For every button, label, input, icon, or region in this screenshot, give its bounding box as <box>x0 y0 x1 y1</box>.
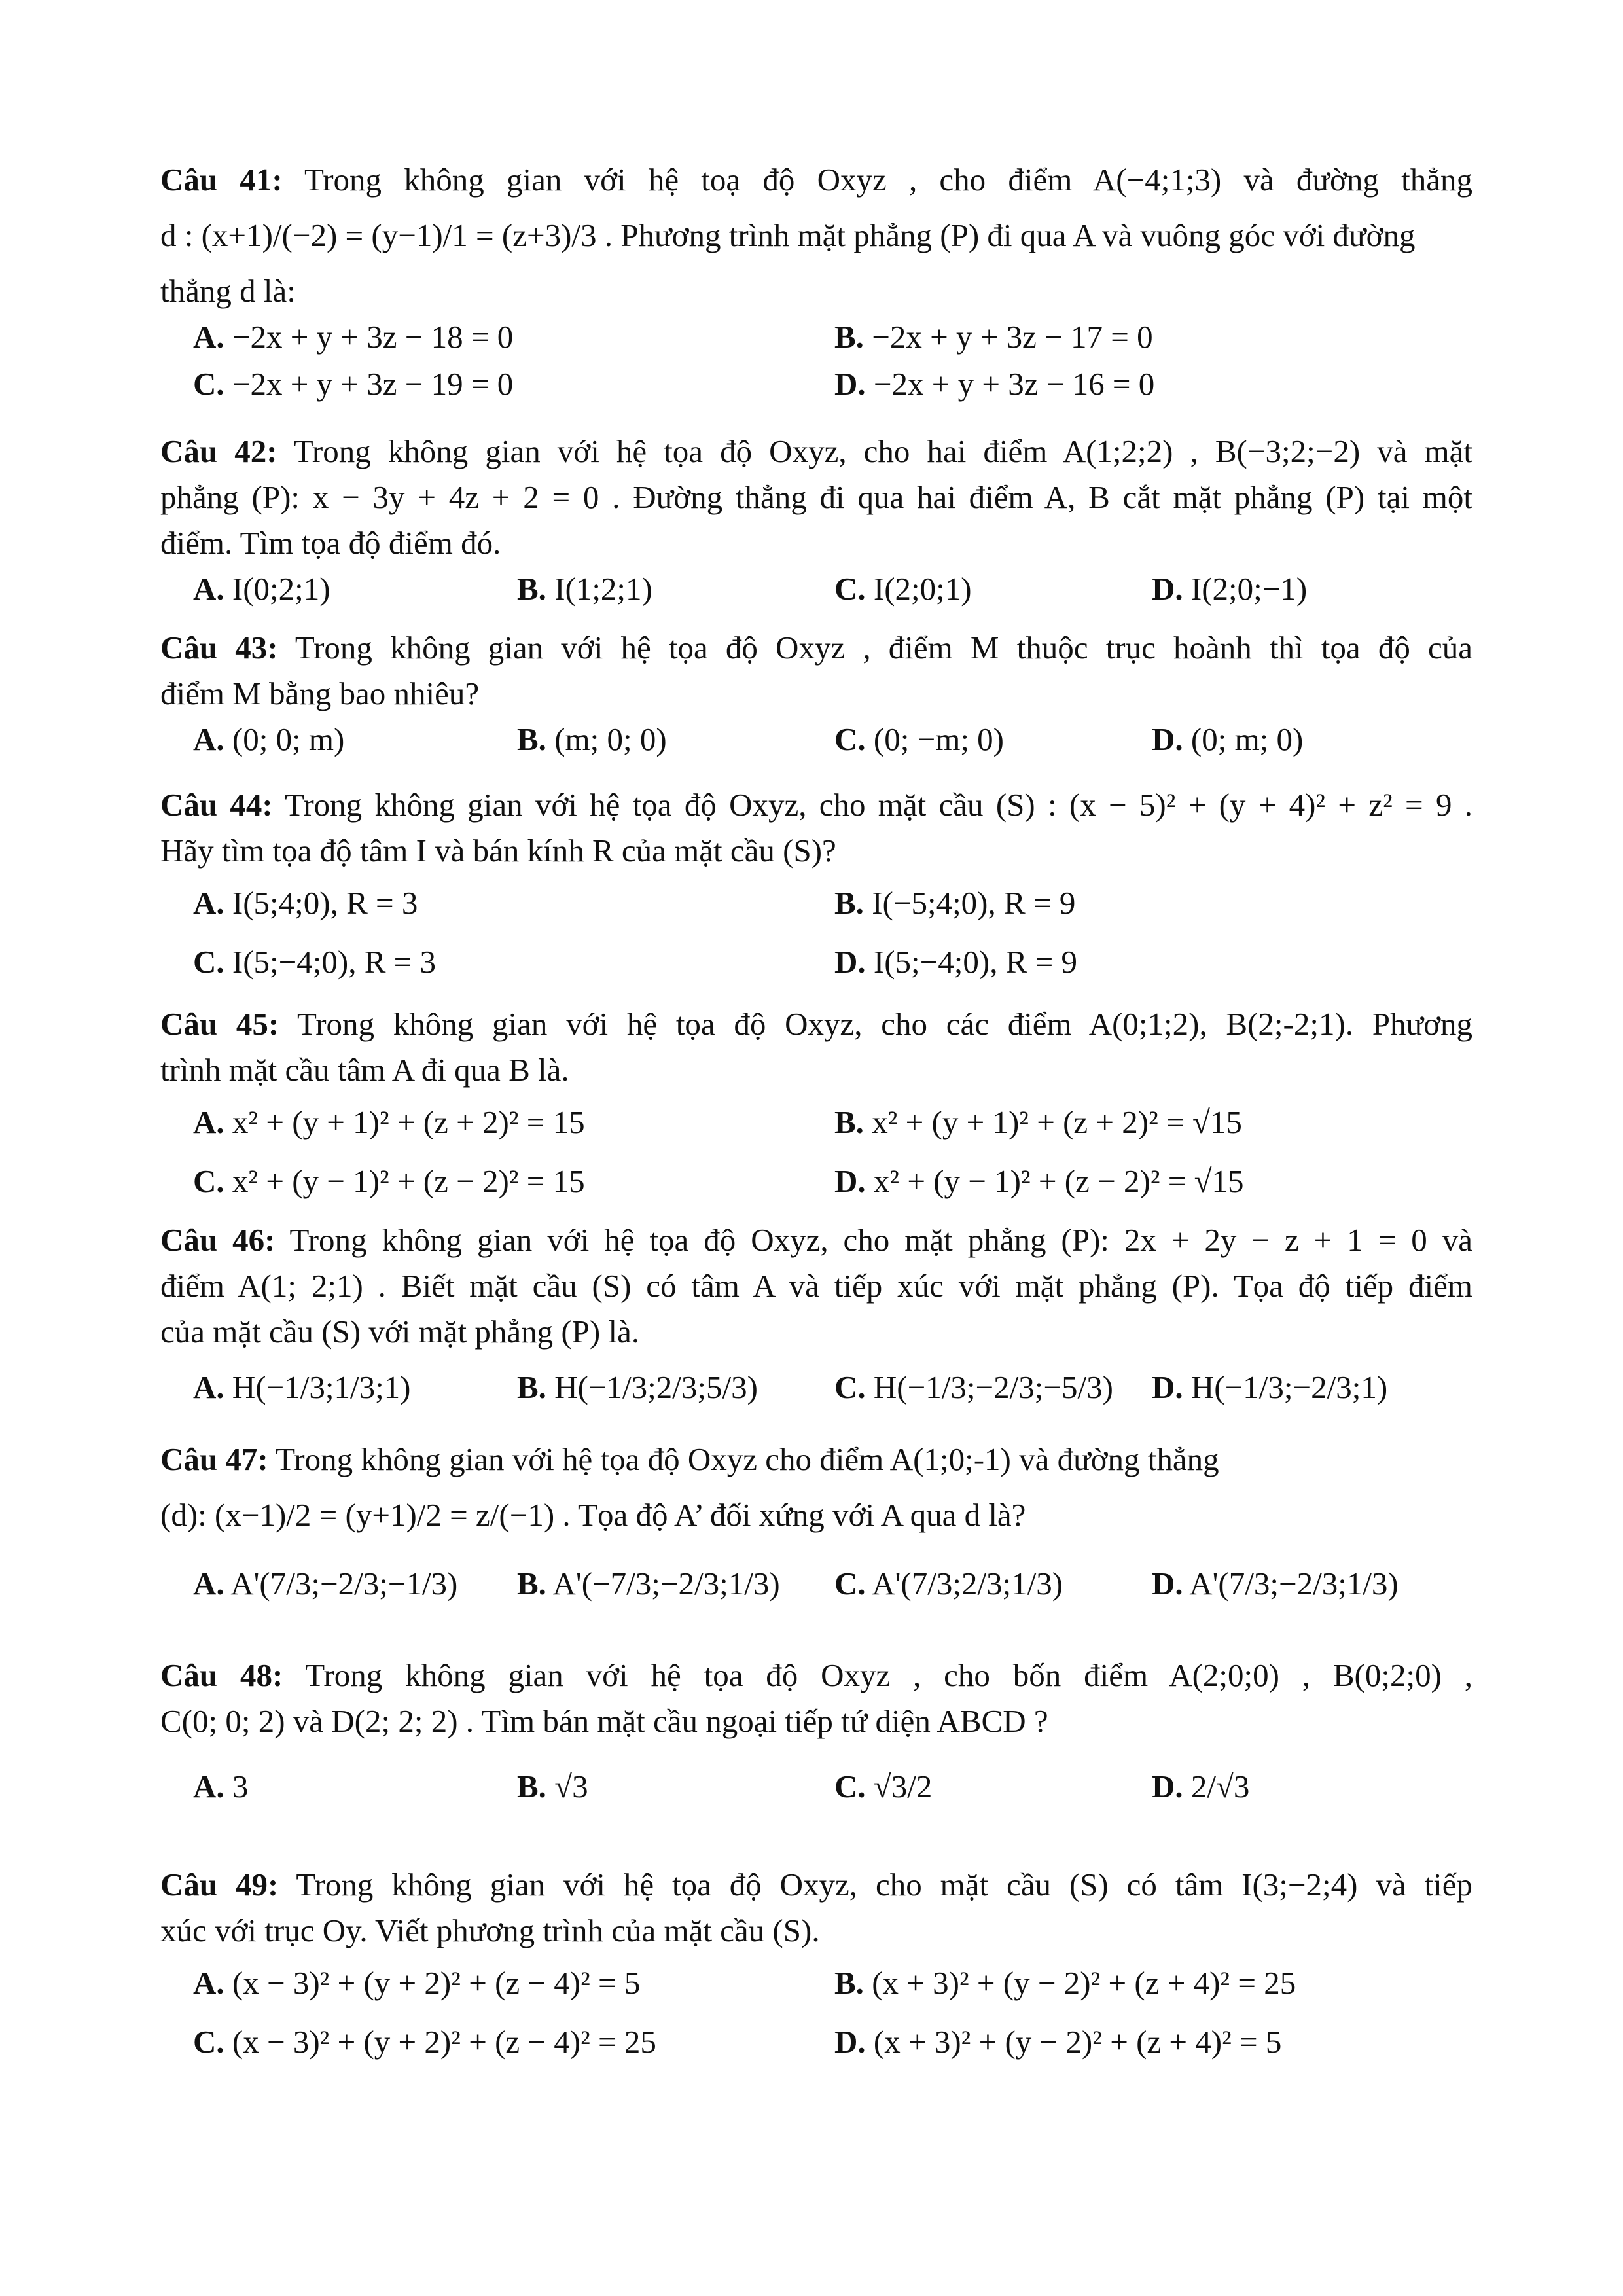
option-letter: B. <box>517 571 546 607</box>
option-letter: A. <box>193 1369 224 1405</box>
options-row <box>160 361 1472 408</box>
option-a[interactable]: H(−1/3;1/3;1) <box>232 1369 411 1405</box>
option-letter: C. <box>193 366 224 402</box>
options-row <box>160 314 1472 361</box>
option-b[interactable]: I(−5;4;0), R = 9 <box>872 885 1076 921</box>
question-46 <box>160 1217 1472 1420</box>
option-letter: A. <box>193 319 224 355</box>
options-row <box>160 1744 1472 1829</box>
option-letter: B. <box>517 1566 546 1602</box>
question-label: Câu 43: <box>160 630 278 666</box>
question-text: Trong không gian với hệ tọa độ Oxyz, cho hai điểm A(1;2;2) , B(−3;2;−2) và mặt <box>293 433 1472 469</box>
option-letter: C. <box>193 2024 224 2060</box>
question-label: Câu 47: <box>160 1441 268 1477</box>
option-letter: D. <box>1152 721 1183 757</box>
question-label: Câu 48: <box>160 1657 283 1693</box>
question-line: C(0; 0; 2) và D(2; 2; 2) . Tìm bán mặt cầu ngoại tiếp tứ diện ABCD ? <box>160 1703 1048 1739</box>
option-letter: A. <box>193 885 224 921</box>
option-d[interactable]: I(5;−4;0), R = 9 <box>873 944 1078 980</box>
question-line <box>160 625 1472 671</box>
options-row <box>160 1548 1472 1620</box>
question-text: Trong không gian với hệ tọa độ Oxyz, cho mặt cầu (S) : (x − 5)² + (y + 4)² + z² = 9 . <box>285 787 1472 823</box>
question-line: thẳng d là: <box>160 273 296 309</box>
question-text: Trong không gian với hệ tọa độ Oxyz , điểm M thuộc trục hoành thì tọa độ của <box>294 630 1472 666</box>
option-c[interactable]: I(2;0;1) <box>873 571 972 607</box>
option-letter: D. <box>1152 1369 1183 1405</box>
option-b[interactable]: −2x + y + 3z − 17 = 0 <box>872 319 1153 355</box>
question-label: Câu 42: <box>160 433 277 469</box>
options-row <box>160 1355 1472 1420</box>
question-47 <box>160 1437 1472 1620</box>
options-row <box>160 2013 1472 2072</box>
question-text: Trong không gian với hệ tọa độ Oxyz, cho mặt cầu (S) có tâm I(3;−2;4) và tiếp <box>296 1867 1472 1903</box>
question-44 <box>160 782 1472 992</box>
option-b[interactable]: H(−1/3;2/3;5/3) <box>554 1369 758 1405</box>
option-c[interactable]: (0; −m; 0) <box>873 721 1005 757</box>
question-line <box>160 1001 1472 1047</box>
option-letter: D. <box>1152 1566 1183 1602</box>
option-letter: D. <box>1152 1768 1183 1804</box>
option-letter: B. <box>517 1768 546 1804</box>
options-row <box>160 1954 1472 2013</box>
question-line <box>160 1437 1472 1482</box>
options-row <box>160 717 1472 764</box>
question-line: điểm M bằng bao nhiêu? <box>160 675 480 711</box>
question-line <box>160 1653 1472 1698</box>
option-letter: D. <box>834 2024 866 2060</box>
option-d[interactable]: −2x + y + 3z − 16 = 0 <box>873 366 1155 402</box>
option-b[interactable]: (x + 3)² + (y − 2)² + (z + 4)² = 25 <box>872 1965 1296 2001</box>
option-b[interactable]: (m; 0; 0) <box>554 721 667 757</box>
question-line <box>160 782 1472 828</box>
option-c[interactable]: I(5;−4;0), R = 3 <box>232 944 437 980</box>
option-c[interactable]: −2x + y + 3z − 19 = 0 <box>232 366 514 402</box>
question-line: (d): (x−1)/2 = (y+1)/2 = z/(−1) . Tọa độ A’ đối xứng với A qua d là? <box>160 1497 1026 1533</box>
option-b[interactable]: A'(−7/3;−2/3;1/3) <box>552 1566 780 1602</box>
option-d[interactable]: A'(7/3;−2/3;1/3) <box>1189 1566 1399 1602</box>
option-letter: C. <box>834 571 866 607</box>
option-letter: B. <box>834 1965 864 2001</box>
option-d[interactable]: H(−1/3;−2/3;1) <box>1190 1369 1388 1405</box>
options-row <box>160 566 1472 613</box>
question-label: Câu 49: <box>160 1867 279 1903</box>
question-text: Trong không gian với hệ tọa độ Oxyz cho điểm A(1;0;-1) và đường thẳng <box>276 1441 1219 1477</box>
option-letter: B. <box>834 319 864 355</box>
question-line <box>160 157 1472 203</box>
option-letter: A. <box>193 1965 224 2001</box>
option-a[interactable]: (0; 0; m) <box>232 721 345 757</box>
option-letter: D. <box>834 1163 866 1199</box>
question-line: điểm A(1; 2;1) . Biết mặt cầu (S) có tâm A và tiếp xúc với mặt phẳng (P). Tọa độ tiếp điểm <box>160 1268 1472 1304</box>
option-letter: B. <box>834 1104 864 1140</box>
option-a[interactable]: I(0;2;1) <box>232 571 330 607</box>
question-line <box>160 1862 1472 1908</box>
question-42 <box>160 429 1472 613</box>
option-d[interactable]: I(2;0;−1) <box>1190 571 1308 607</box>
option-letter: A. <box>193 1768 224 1804</box>
option-c[interactable]: √3/2 <box>873 1768 933 1804</box>
option-letter: A. <box>193 1104 224 1140</box>
question-line: trình mặt cầu tâm A đi qua B là. <box>160 1052 569 1088</box>
option-c[interactable]: x² + (y − 1)² + (z − 2)² = 15 <box>232 1163 585 1199</box>
question-line <box>160 429 1472 475</box>
option-d[interactable]: 2/√3 <box>1190 1768 1250 1804</box>
question-43 <box>160 625 1472 764</box>
option-c[interactable]: (x − 3)² + (y + 2)² + (z − 4)² = 25 <box>232 2024 656 2060</box>
option-d[interactable]: (x + 3)² + (y − 2)² + (z + 4)² = 5 <box>873 2024 1282 2060</box>
option-a[interactable]: A'(7/3;−2/3;−1/3) <box>230 1566 458 1602</box>
question-48 <box>160 1653 1472 1829</box>
question-label: Câu 46: <box>160 1222 276 1258</box>
options-row <box>160 1152 1472 1211</box>
option-letter: D. <box>834 366 866 402</box>
option-letter: B. <box>834 885 864 921</box>
question-line: Hãy tìm tọa độ tâm I và bán kính R của mặt cầu (S)? <box>160 833 836 869</box>
option-a[interactable]: 3 <box>232 1768 249 1804</box>
question-line: d : (x+1)/(−2) = (y−1)/1 = (z+3)/3 . Phương trình mặt phẳng (P) đi qua A và vuông góc với đường <box>160 217 1416 253</box>
question-label: Câu 45: <box>160 1006 279 1042</box>
question-text: Trong không gian với hệ tọa độ Oxyz, cho các điểm A(0;1;2), B(2;-2;1). Phương <box>297 1006 1472 1042</box>
option-d[interactable]: (0; m; 0) <box>1190 721 1304 757</box>
option-c[interactable]: A'(7/3;2/3;1/3) <box>872 1566 1063 1602</box>
option-letter: C. <box>193 944 224 980</box>
option-b[interactable]: I(1;2;1) <box>554 571 652 607</box>
question-line <box>160 1217 1472 1263</box>
option-b[interactable]: x² + (y + 1)² + (z + 2)² = √15 <box>872 1104 1242 1140</box>
option-letter: C. <box>834 721 866 757</box>
option-letter: C. <box>834 1369 866 1405</box>
question-text: Trong không gian với hệ toạ độ Oxyz , cho điểm A(−4;1;3) và đường thẳng <box>304 162 1472 198</box>
question-text: Trong không gian với hệ tọa độ Oxyz , cho bốn điểm A(2;0;0) , B(0;2;0) , <box>305 1657 1472 1693</box>
question-49 <box>160 1862 1472 2072</box>
question-label: Câu 41: <box>160 162 283 198</box>
options-row <box>160 874 1472 933</box>
question-line: điểm. Tìm tọa độ điểm đó. <box>160 525 501 561</box>
option-c[interactable]: H(−1/3;−2/3;−5/3) <box>873 1369 1113 1405</box>
question-line: phẳng (P): x − 3y + 4z + 2 = 0 . Đường thẳng đi qua hai điểm A, B cắt mặt phẳng (P) tại một <box>160 479 1472 515</box>
option-letter: A. <box>193 571 224 607</box>
option-letter: C. <box>834 1768 866 1804</box>
options-row <box>160 933 1472 992</box>
option-b[interactable]: √3 <box>554 1768 588 1804</box>
question-41 <box>160 157 1472 408</box>
options-row <box>160 1093 1472 1152</box>
question-line: của mặt cầu (S) với mặt phẳng (P) là. <box>160 1314 640 1350</box>
option-letter: C. <box>193 1163 224 1199</box>
option-a[interactable]: x² + (y + 1)² + (z + 2)² = 15 <box>232 1104 585 1140</box>
option-letter: A. <box>193 721 224 757</box>
option-letter: B. <box>517 1369 546 1405</box>
option-letter: A. <box>193 1566 224 1602</box>
question-line: xúc với trục Oy. Viết phương trình của mặt cầu (S). <box>160 1912 820 1948</box>
question-label: Câu 44: <box>160 787 273 823</box>
option-a[interactable]: I(5;4;0), R = 3 <box>232 885 418 921</box>
option-a[interactable]: −2x + y + 3z − 18 = 0 <box>232 319 514 355</box>
option-a[interactable]: (x − 3)² + (y + 2)² + (z − 4)² = 5 <box>232 1965 641 2001</box>
option-letter: D. <box>834 944 866 980</box>
option-letter: B. <box>517 721 546 757</box>
option-letter: D. <box>1152 571 1183 607</box>
question-45 <box>160 1001 1472 1211</box>
question-text: Trong không gian với hệ tọa độ Oxyz, cho mặt phẳng (P): 2x + 2y − z + 1 = 0 và <box>289 1222 1472 1258</box>
option-d[interactable]: x² + (y − 1)² + (z − 2)² = √15 <box>873 1163 1244 1199</box>
option-letter: C. <box>834 1566 866 1602</box>
